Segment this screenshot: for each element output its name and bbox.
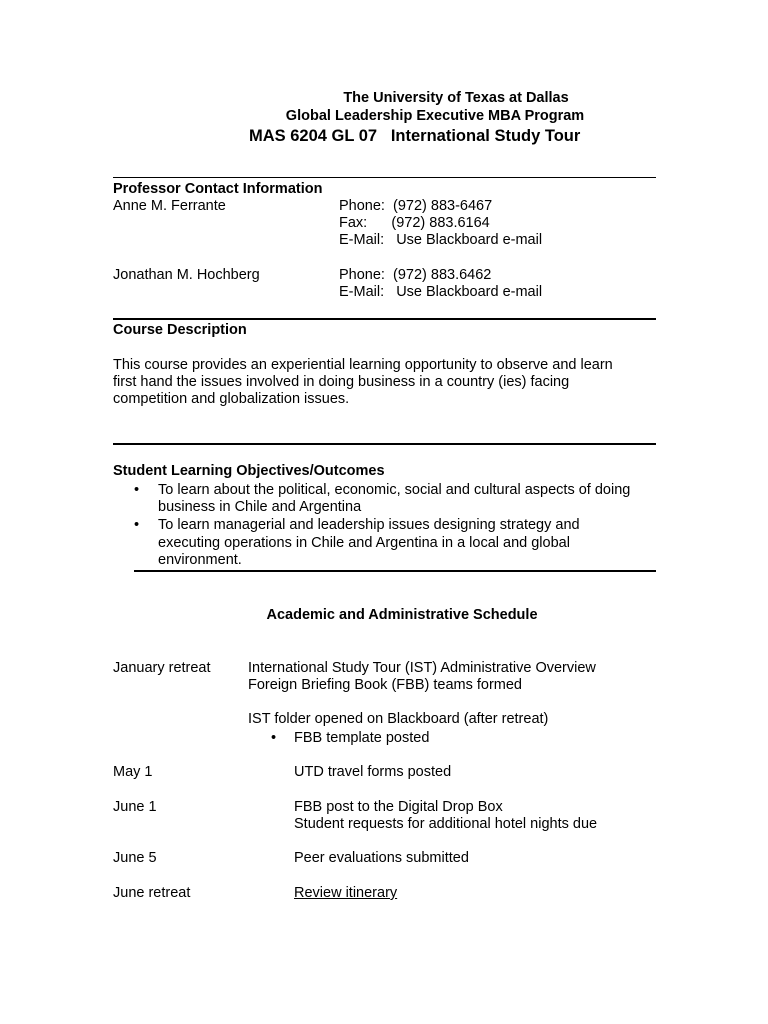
contact-line: E-Mail: Use Blackboard e-mail xyxy=(339,284,543,300)
bullet-icon: • xyxy=(134,517,140,533)
review-itinerary-link[interactable]: Review itinerary xyxy=(294,885,398,901)
description-line: This course provides an experiential learning opportunity to observe and learn xyxy=(113,357,613,373)
contact-divider xyxy=(113,318,656,320)
professor-name: Jonathan M. Hochberg xyxy=(113,267,260,283)
contact-line: E-Mail: Use Blackboard e-mail xyxy=(339,232,543,248)
schedule-item: FBB post to the Digital Drop Box xyxy=(294,799,503,815)
schedule-item: FBB template posted xyxy=(294,730,430,746)
description-divider xyxy=(113,443,656,445)
contact-line: Phone: (972) 883-6467 xyxy=(339,198,493,214)
schedule-item: UTD travel forms posted xyxy=(294,764,452,780)
header-divider xyxy=(113,177,656,178)
objectives-heading: Student Learning Objectives/Outcomes xyxy=(113,463,385,479)
description-line: competition and globalization issues. xyxy=(113,391,350,407)
schedule-date: June 1 xyxy=(113,799,157,815)
schedule-item: Student requests for additional hotel nights due xyxy=(294,816,598,832)
schedule-date: January retreat xyxy=(113,660,211,676)
schedule-item: International Study Tour (IST) Administrative Overview xyxy=(248,660,596,676)
schedule-heading: Academic and Administrative Schedule xyxy=(266,607,538,623)
objective-line: executing operations in Chile and Argentina in a local and global xyxy=(158,535,570,551)
university-name: The University of Texas at Dallas xyxy=(343,90,569,106)
objective-line: To learn managerial and leadership issues designing strategy and xyxy=(158,517,580,533)
contact-line: Fax: (972) 883.6164 xyxy=(339,215,490,231)
bullet-icon: • xyxy=(134,482,140,498)
bullet-icon: • xyxy=(271,730,277,746)
schedule-date: May 1 xyxy=(113,764,153,780)
schedule-item: Foreign Briefing Book (FBB) teams formed xyxy=(248,677,522,693)
objectives-divider xyxy=(134,570,656,572)
schedule-item: Peer evaluations submitted xyxy=(294,850,469,866)
objective-line: To learn about the political, economic, social and cultural aspects of doing xyxy=(158,482,631,498)
professor-name: Anne M. Ferrante xyxy=(113,198,226,214)
schedule-item: IST folder opened on Blackboard (after retreat) xyxy=(248,711,549,727)
course-title: MAS 6204 GL 07 International Study Tour xyxy=(249,127,581,145)
description-heading: Course Description xyxy=(113,322,247,338)
schedule-date: June 5 xyxy=(113,850,157,866)
description-line: first hand the issues involved in doing business in a country (ies) facing xyxy=(113,374,570,390)
objective-line: business in Chile and Argentina xyxy=(158,499,362,515)
program-name: Global Leadership Executive MBA Program xyxy=(285,108,585,124)
objective-line: environment. xyxy=(158,552,242,568)
schedule-date: June retreat xyxy=(113,885,191,901)
contact-heading: Professor Contact Information xyxy=(113,181,323,197)
contact-line: Phone: (972) 883.6462 xyxy=(339,267,492,283)
